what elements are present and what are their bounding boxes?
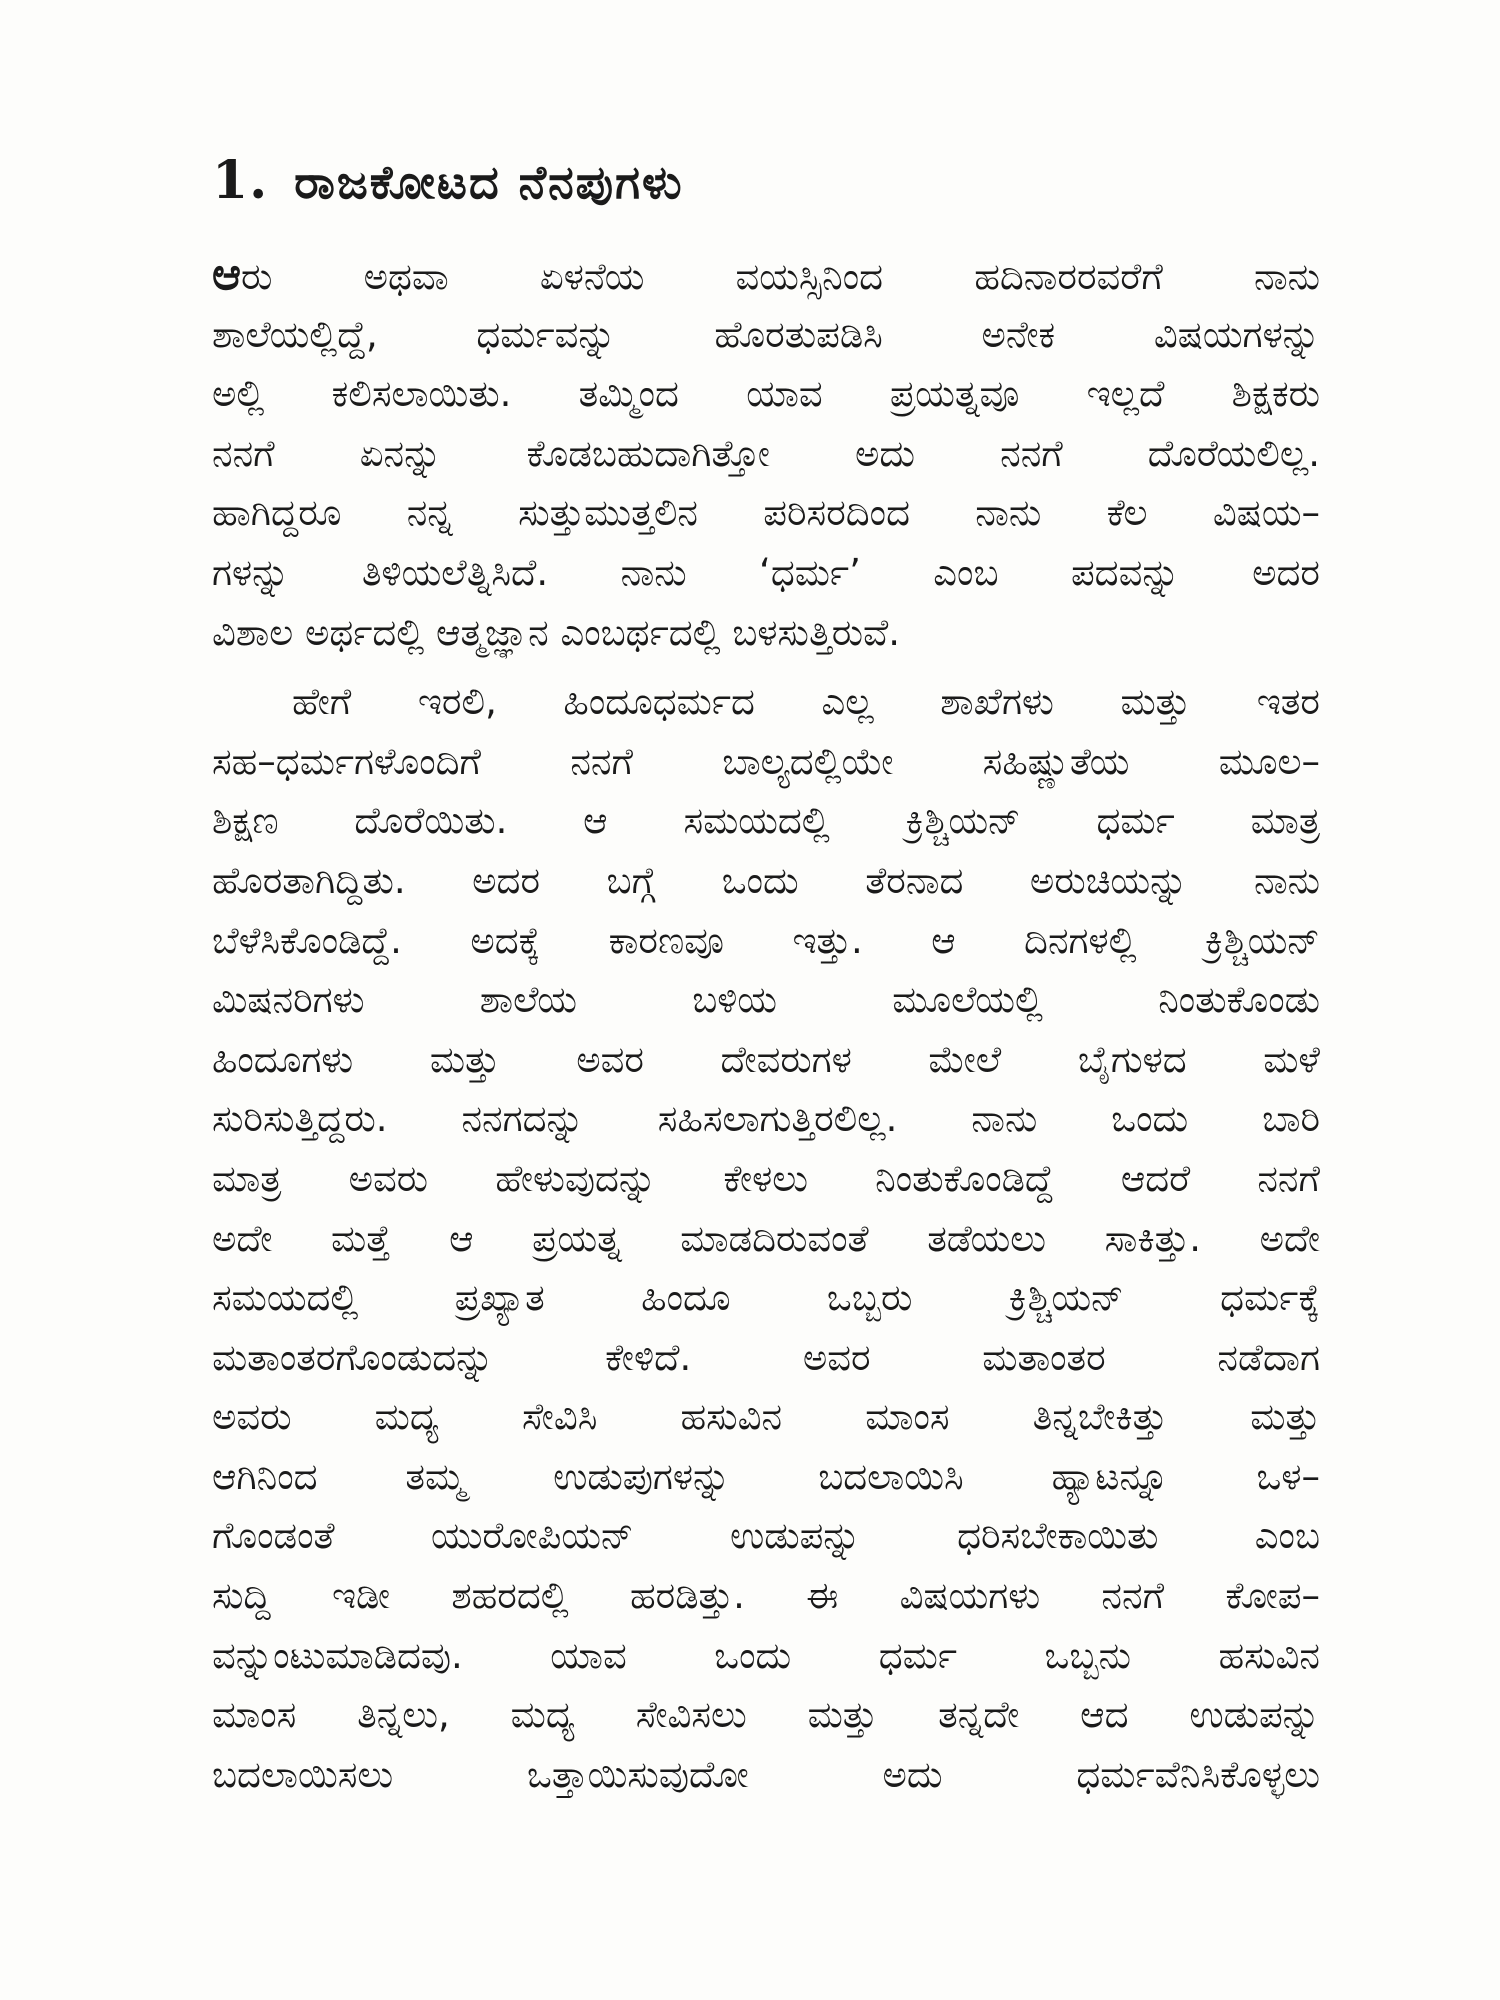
text-line: ಬೆಳೆಸಿಕೊಂಡಿದ್ದೆ. ಅದಕ್ಕೆ ಕಾರಣವೂ ಇತ್ತು. ಆ ದಿನಗಳಲ್ಲಿ ಕ್ರಿಶ್ಚಿಯನ್ — [212, 918, 1320, 962]
paragraph-2 — [212, 672, 1320, 1804]
text-line: ಹೊರತಾಗಿದ್ದಿತು. ಅದರ ಬಗ್ಗೆ ಒಂದು ತೆರನಾದ ಅರುಚಿಯನ್ನು ನಾನು — [212, 858, 1320, 902]
page-content — [212, 150, 1320, 1804]
paragraph-1 — [212, 245, 1320, 662]
text-line: ಸಹ–ಧರ್ಮಗಳೊಂದಿಗೆ ನನಗೆ ಬಾಲ್ಯದಲ್ಲಿಯೇ ಸಹಿಷ್ಣುತೆಯ ಮೂಲ– — [212, 739, 1320, 783]
text-line: ಸುದ್ದಿ ಇಡೀ ಶಹರದಲ್ಲಿ ಹರಡಿತ್ತು. ಈ ವಿಷಯಗಳು ನನಗೆ ಕೋಪ– — [212, 1574, 1320, 1618]
text-line: ಅವರು ಮದ್ಯ ಸೇವಿಸಿ ಹಸುವಿನ ಮಾಂಸ ತಿನ್ನಬೇಕಿತ್ತು ಮತ್ತು — [212, 1395, 1320, 1439]
text-line: ಗೊಂಡಂತೆ ಯುರೋಪಿಯನ್ ಉಡುಪನ್ನು ಧರಿಸಬೇಕಾಯಿತು ಎಂಬ — [212, 1514, 1320, 1558]
text-line: ಅದೇ ಮತ್ತೆ ಆ ಪ್ರಯತ್ನ ಮಾಡದಿರುವಂತೆ ತಡೆಯಲು ಸಾಕಿತ್ತು. ಅದೇ — [212, 1216, 1320, 1260]
text-line: ಹೇಗೆ ಇರಲಿ, ಹಿಂದೂಧರ್ಮದ ಎಲ್ಲ ಶಾಖೆಗಳು ಮತ್ತು ಇತರ — [292, 680, 1320, 724]
text-line: ಸುರಿಸುತ್ತಿದ್ದರು. ನನಗದನ್ನು ಸಹಿಸಲಾಗುತ್ತಿರಲಿಲ್ಲ. ನಾನು ಒಂದು ಬಾರಿ — [212, 1097, 1320, 1141]
text-line: ಆಗಿನಿಂದ ತಮ್ಮ ಉಡುಪುಗಳನ್ನು ಬದಲಾಯಿಸಿ ಹ್ಯಾಟನ್ನೂ ಒಳ– — [212, 1454, 1320, 1498]
text-line — [212, 245, 1320, 305]
text-line: ವಿಶಾಲ ಅರ್ಥದಲ್ಲಿ ಆತ್ಮಜ್ಞಾನ ಎಂಬರ್ಥದಲ್ಲಿ ಬಳಸುತ್ತಿರುವೆ. — [212, 610, 901, 654]
text-line: ಹಿಂದೂಗಳು ಮತ್ತು ಅವರ ದೇವರುಗಳ ಮೇಲೆ ಬೈಗುಳದ ಮಳೆ — [212, 1037, 1320, 1081]
text-line: ಮತಾಂತರಗೊಂಡುದನ್ನು ಕೇಳಿದೆ. ಅವರ ಮತಾಂತರ ನಡೆದಾಗ — [212, 1335, 1320, 1379]
text-line: ಹಾಗಿದ್ದರೂ ನನ್ನ ಸುತ್ತುಮುತ್ತಲಿನ ಪರಿಸರದಿಂದ ನಾನು ಕೆಲ ವಿಷಯ– — [212, 491, 1320, 535]
text-line: ಮಾತ್ರ ಅವರು ಹೇಳುವುದನ್ನು ಕೇಳಲು ನಿಂತುಕೊಂಡಿದ್ದೆ ಆದರೆ ನನಗೆ — [212, 1156, 1320, 1200]
text-line: ಬದಲಾಯಿಸಲು ಒತ್ತಾಯಿಸುವುದೋ ಅದು ಧರ್ಮವೆನಿಸಿಕೊಳ್ಳಲು — [212, 1752, 1320, 1796]
text-line: ಶಿಕ್ಷಣ ದೊರೆಯಿತು. ಆ ಸಮಯದಲ್ಲಿ ಕ್ರಿಶ್ಚಿಯನ್ ಧರ್ಮ ಮಾತ್ರ — [212, 799, 1320, 843]
chapter-heading — [212, 150, 1320, 211]
text-line-content: ರು ಅಥವಾ ಏಳನೆಯ ವಯಸ್ಸಿನಿಂದ ಹದಿನಾರರವರೆಗೆ ನಾನು — [241, 255, 1320, 298]
text-line: ಗಳನ್ನು ತಿಳಿಯಲೆತ್ನಿಸಿದೆ. ನಾನು ‘ಧರ್ಮ’ ಎಂಬ ಪದವನ್ನು ಅದರ — [212, 550, 1320, 594]
text-line: ಮಾಂಸ ತಿನ್ನಲು, ಮದ್ಯ ಸೇವಿಸಲು ಮತ್ತು ತನ್ನದೇ ಆದ ಉಡುಪನ್ನು — [212, 1693, 1320, 1737]
opening-letter: ಆ — [212, 249, 242, 300]
chapter-title: ರಾಜಕೋಟದ ನೆನಪುಗಳು — [294, 155, 684, 209]
text-line: ನನಗೆ ಏನನ್ನು ಕೊಡಬಹುದಾಗಿತ್ತೋ ಅದು ನನಗೆ ದೊರೆಯಲಿಲ್ಲ. — [212, 431, 1320, 475]
text-line: ಅಲ್ಲಿ ಕಲಿಸಲಾಯಿತು. ತಮ್ಮಿಂದ ಯಾವ ಪ್ರಯತ್ನವೂ ಇಲ್ಲದೆ ಶಿಕ್ಷಕರು — [212, 372, 1320, 416]
text-line: ಸಮಯದಲ್ಲಿ ಪ್ರಖ್ಯಾತ ಹಿಂದೂ ಒಬ್ಬರು ಕ್ರಿಶ್ಚಿಯನ್ ಧರ್ಮಕ್ಕೆ — [212, 1276, 1320, 1320]
chapter-number: 1. — [212, 150, 269, 211]
text-line: ಮಿಷನರಿಗಳು ಶಾಲೆಯ ಬಳಿಯ ಮೂಲೆಯಲ್ಲಿ ನಿಂತುಕೊಂಡು — [212, 978, 1320, 1022]
text-line: ಶಾಲೆಯಲ್ಲಿದ್ದೆ, ಧರ್ಮವನ್ನು ಹೊರತುಪಡಿಸಿ ಅನೇಕ ವಿಷಯಗಳನ್ನು — [212, 312, 1320, 356]
text-line: ವನ್ನುಂಟುಮಾಡಿದವು. ಯಾವ ಒಂದು ಧರ್ಮ ಒಬ್ಬನು ಹಸುವಿನ — [212, 1633, 1320, 1677]
